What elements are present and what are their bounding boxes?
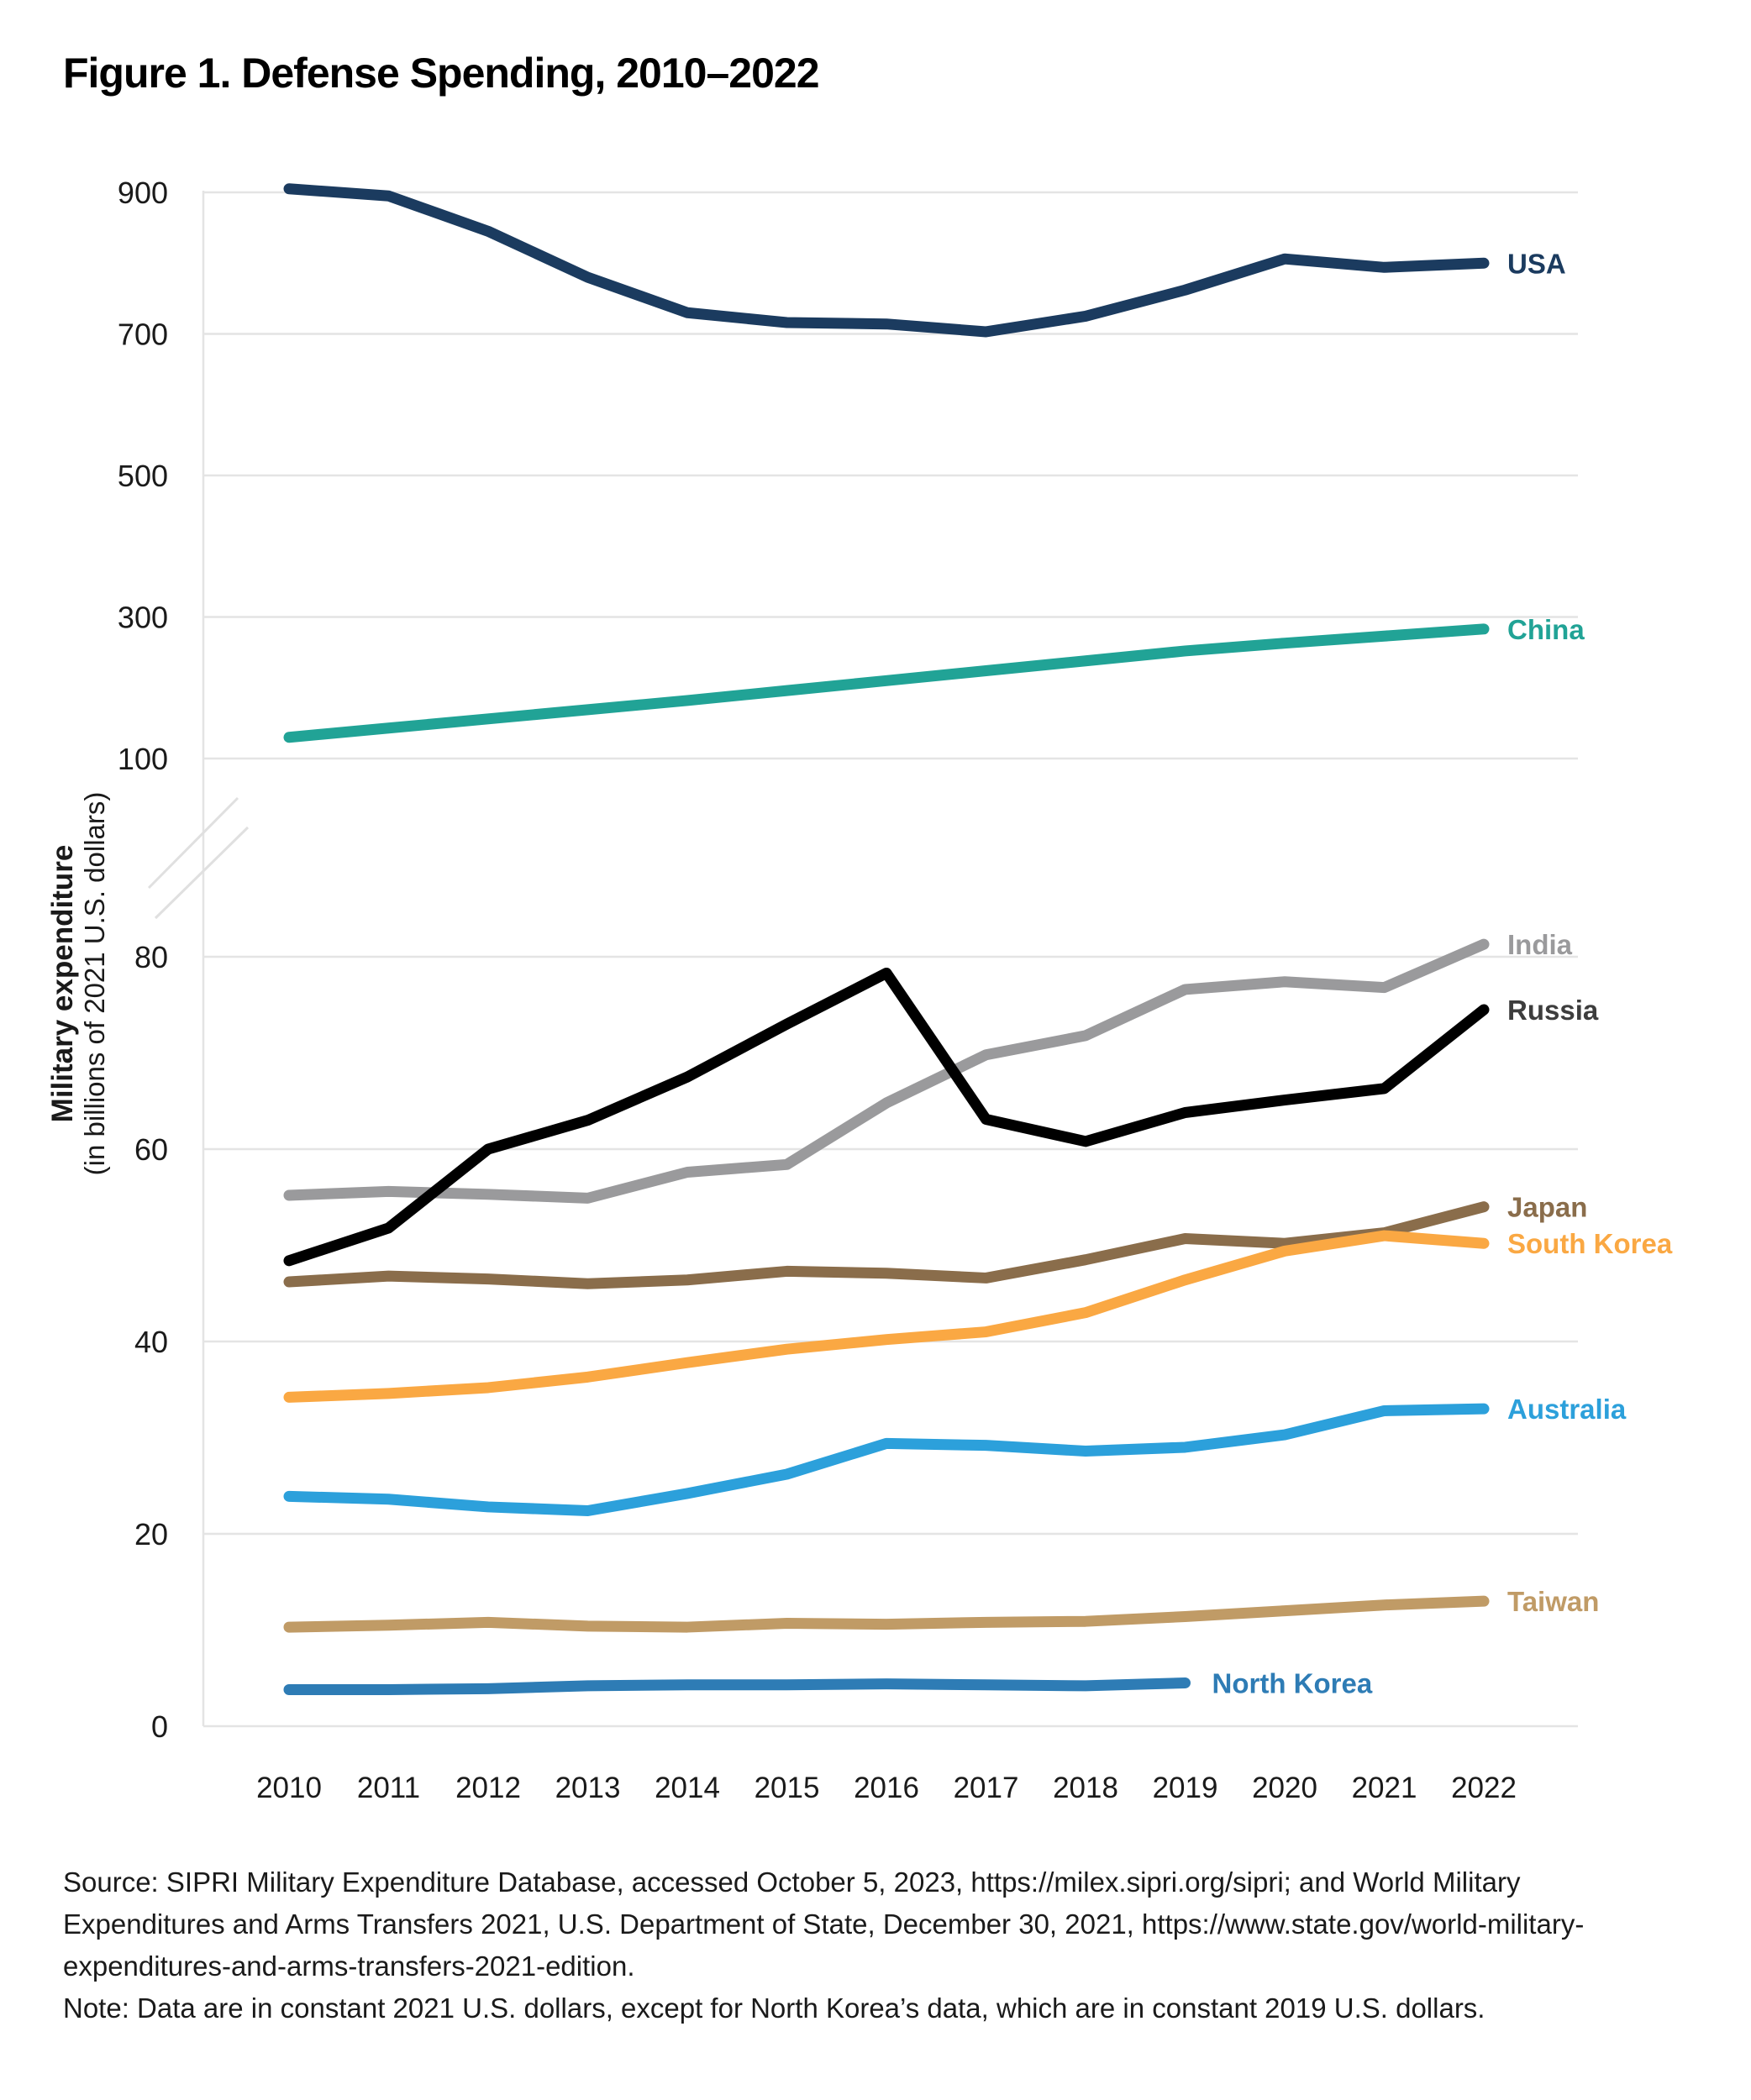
y-tick-label-80: 80 <box>134 940 168 974</box>
x-tick-label-2018: 2018 <box>1053 1772 1118 1804</box>
series-label-taiwan: Taiwan <box>1507 1586 1600 1618</box>
y-tick-label-500: 500 <box>117 459 168 493</box>
x-tick-label-2021: 2021 <box>1351 1772 1417 1804</box>
series-label-china: China <box>1507 613 1585 645</box>
source-line-3: expenditures-and-arms-transfers-2021-edition. <box>63 1950 635 1982</box>
y-tick-label-60: 60 <box>134 1132 168 1167</box>
series-line-usa <box>289 189 1484 332</box>
y-tick-label-40: 40 <box>134 1325 168 1359</box>
y-axis-title-units: (in billions of 2021 U.S. dollars) <box>79 791 110 1176</box>
y-axis-title <box>47 681 114 1286</box>
y-tick-label-100: 100 <box>117 742 168 776</box>
x-tick-label-2022: 2022 <box>1451 1772 1517 1804</box>
note-line: Note: Data are in constant 2021 U.S. dollars, except for North Korea’s data, which are in constant 2019 U.S. dollars. <box>63 1992 1485 2024</box>
series-label-australia: Australia <box>1507 1394 1627 1425</box>
series-line-russia <box>289 973 1484 1260</box>
series-line-australia <box>289 1409 1484 1510</box>
series-line-north-korea <box>289 1683 1186 1689</box>
x-tick-label-2020: 2020 <box>1252 1772 1317 1804</box>
series-label-usa: USA <box>1507 248 1566 280</box>
x-tick-label-2013: 2013 <box>555 1772 621 1804</box>
x-tick-label-2012: 2012 <box>455 1772 521 1804</box>
x-tick-label-2010: 2010 <box>256 1772 322 1804</box>
y-tick-label-0: 0 <box>150 1709 168 1744</box>
y-tick-label-900: 900 <box>117 176 168 210</box>
y-axis-title-main: Military expenditure <box>46 844 79 1123</box>
axis-break-mark-1 <box>149 798 238 888</box>
series-label-north-korea: North Korea <box>1212 1667 1373 1699</box>
source-line-2: Expenditures and Arms Transfers 2021, U.S. Department of State, December 30, 2021, https://www.state.gov/world-military- <box>63 1908 1585 1940</box>
series-label-russia: Russia <box>1507 994 1599 1026</box>
y-tick-label-300: 300 <box>117 600 168 635</box>
source-line-1: Source: SIPRI Military Expenditure Database, accessed October 5, 2023, https://milex.sipri.org/sipri; and World Military <box>63 1866 1521 1898</box>
x-tick-label-2014: 2014 <box>655 1772 720 1804</box>
series-line-china <box>289 629 1484 738</box>
x-tick-label-2011: 2011 <box>356 1772 421 1804</box>
x-tick-label-2019: 2019 <box>1152 1772 1218 1804</box>
x-tick-label-2017: 2017 <box>953 1772 1019 1804</box>
series-label-japan: Japan <box>1507 1191 1588 1223</box>
series-line-south-korea <box>289 1236 1484 1397</box>
source-note <box>63 1861 1584 2029</box>
series-label-south-korea: South Korea <box>1507 1228 1673 1260</box>
series-line-taiwan <box>289 1601 1484 1627</box>
y-tick-label-20: 20 <box>134 1517 168 1551</box>
x-tick-label-2015: 2015 <box>754 1772 820 1804</box>
figure-title: Figure 1. Defense Spending, 2010–2022 <box>63 50 819 97</box>
series-label-india: India <box>1507 929 1573 961</box>
axis-break-mark-2 <box>155 827 248 918</box>
y-tick-label-700: 700 <box>117 317 168 352</box>
x-tick-label-2016: 2016 <box>854 1772 919 1804</box>
